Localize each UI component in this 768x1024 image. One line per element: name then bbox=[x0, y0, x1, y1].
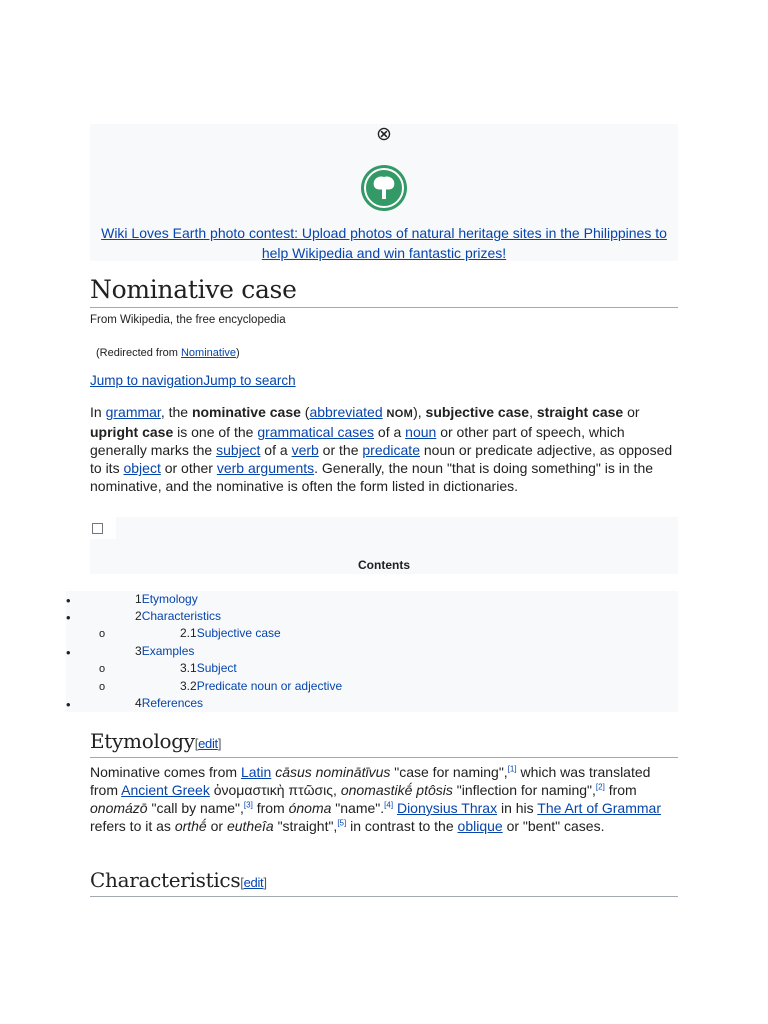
citation-ref[interactable]: [2] bbox=[595, 782, 605, 792]
close-icon[interactable]: ⊗ bbox=[376, 124, 392, 145]
edit-section-link: [edit] bbox=[194, 736, 222, 751]
subject-link[interactable]: subject bbox=[216, 442, 261, 458]
toc-bullet: • bbox=[66, 697, 71, 712]
verb-arguments-link[interactable]: verb arguments bbox=[216, 460, 315, 476]
intro-paragraph: In grammar, the nominative case (abbreviated NOM), subjective case, straight case or upright case is one of the grammatical cases of a noun or other part of speech, which generally marks the subject of a verb or the predicate noun or predicate adjective, as opposed to its object or other verb arguments. Generally, the noun "that is doing something" is in the nominative, and the nominative is often the form listed in dictionaries. bbox=[90, 404, 673, 494]
object-link[interactable]: object bbox=[123, 460, 161, 476]
toc-title: Contents bbox=[358, 558, 410, 572]
abbreviation-nom: NOM bbox=[386, 408, 414, 420]
grammar-link[interactable]: grammar bbox=[105, 404, 161, 420]
oblique-link[interactable]: oblique bbox=[457, 818, 503, 834]
site-tagline: From Wikipedia, the free encyclopedia bbox=[90, 314, 286, 326]
characteristics-heading: Characteristics[edit] bbox=[90, 867, 678, 897]
toc-item-predicate-noun[interactable]: 3.2Predicate noun or adjective bbox=[180, 679, 343, 693]
toc-item-references[interactable]: 4References bbox=[135, 696, 204, 710]
etymology-paragraph: Nominative comes from Latin cāsus nominātīvus "case for naming",[1] which was translated from Ancient Greek ὀνομαστικὴ πτῶσις, onomastikḗ ptôsis "inflection for naming",[2] from onomázō "call by name",[3] from ónoma "name".[4] Dionysius Thrax in his The Art of Grammar refers to it as orthḗ or eutheîa "straight",[5] in contrast to the oblique or "bent" cases. bbox=[90, 764, 661, 834]
etymology-heading: Etymology[edit] bbox=[90, 728, 678, 758]
edit-section-link: [edit] bbox=[240, 875, 267, 890]
grammatical-cases-link[interactable]: grammatical cases bbox=[257, 424, 375, 440]
contest-banner bbox=[90, 124, 678, 261]
abbreviated-link[interactable]: abbreviated bbox=[309, 404, 383, 420]
edit-link[interactable]: edit bbox=[198, 736, 218, 751]
tree-logo-icon bbox=[360, 164, 408, 212]
ancient-greek-link[interactable]: Ancient Greek bbox=[121, 782, 210, 798]
toc-item-etymology[interactable]: 1Etymology bbox=[135, 592, 198, 606]
noun-link[interactable]: noun bbox=[405, 424, 437, 440]
jump-to-navigation-link[interactable]: Jump to navigation bbox=[90, 373, 204, 388]
redirect-source-link[interactable]: Nominative bbox=[180, 347, 237, 359]
citation-ref[interactable]: [1] bbox=[507, 764, 517, 774]
verb-link[interactable]: verb bbox=[291, 442, 319, 458]
toc-item-subject[interactable]: 3.1Subject bbox=[180, 661, 237, 675]
art-of-grammar-link[interactable]: The Art of Grammar bbox=[537, 800, 661, 816]
edit-link[interactable]: edit bbox=[243, 875, 264, 890]
predicate-link[interactable]: predicate bbox=[362, 442, 420, 458]
citation-ref[interactable]: [3] bbox=[243, 800, 253, 810]
latin-link[interactable]: Latin bbox=[240, 764, 272, 780]
toc-item-characteristics[interactable]: 2Characteristics bbox=[135, 609, 222, 623]
toc-item-subjective-case[interactable]: 2.1Subjective case bbox=[180, 626, 281, 640]
redirect-notice: (Redirected from Nominative) bbox=[96, 347, 240, 359]
toc-bullet: • bbox=[66, 645, 71, 660]
citation-ref[interactable]: [4] bbox=[384, 800, 394, 810]
contest-link[interactable]: Wiki Loves Earth photo contest: Upload photos of natural heritage sites in the Philippines to help Wikipedia and win fantastic prizes! bbox=[101, 225, 667, 261]
jump-to-search-link[interactable]: Jump to search bbox=[203, 373, 296, 388]
toc-sub-bullet: o bbox=[99, 681, 106, 693]
jump-links bbox=[90, 373, 296, 389]
toc-sub-bullet: o bbox=[99, 663, 106, 675]
page-title: Nominative case bbox=[90, 274, 678, 308]
dionysius-thrax-link[interactable]: Dionysius Thrax bbox=[396, 800, 498, 816]
citation-ref[interactable]: [5] bbox=[337, 818, 347, 828]
toc-bullet: • bbox=[66, 610, 71, 625]
toc-item-examples[interactable]: 3Examples bbox=[135, 644, 195, 658]
toc-toggle-checkbox[interactable] bbox=[92, 523, 103, 534]
toc-bullet: • bbox=[66, 593, 71, 608]
toc-header bbox=[90, 517, 678, 574]
toc-sub-bullet: o bbox=[99, 628, 106, 640]
